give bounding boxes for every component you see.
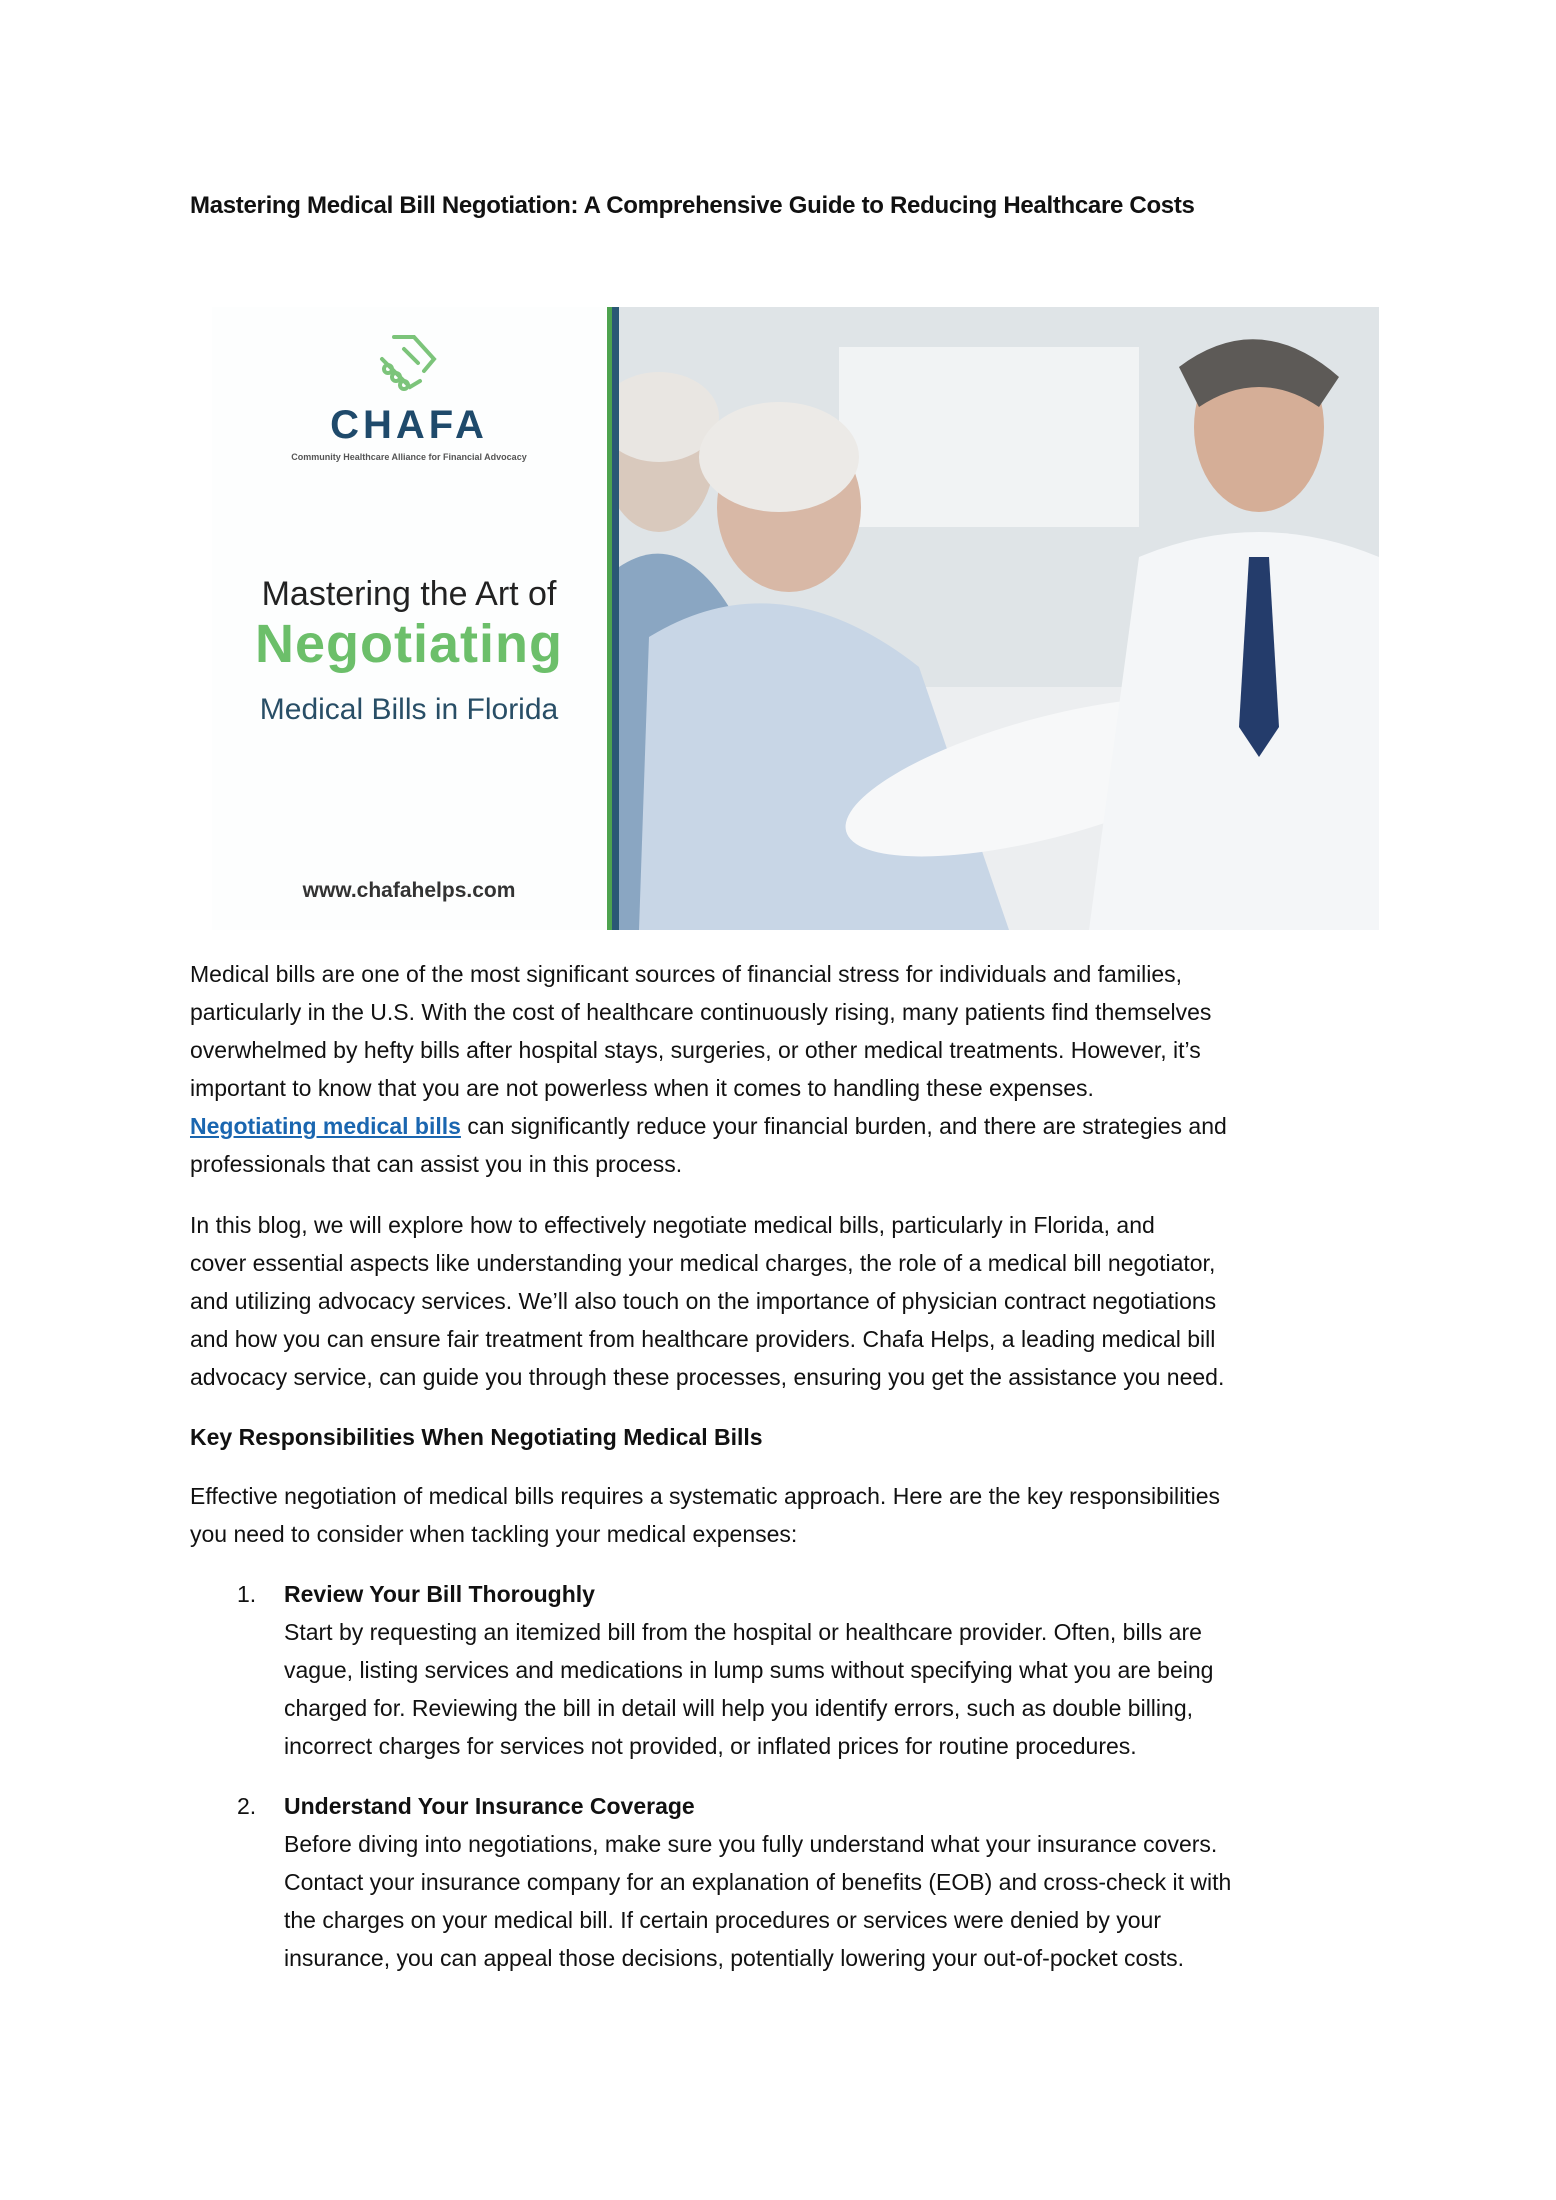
banner-line-3: Medical Bills in Florida <box>259 693 559 726</box>
banner-url: www.chafahelps.com <box>302 879 516 902</box>
text-line: Before diving into negotiations, make sure you fully understand what your insurance covers. <box>284 1831 1218 1857</box>
list-number: 2. <box>237 1793 257 1819</box>
text-line: professionals that can assist you in this process. <box>190 1151 683 1177</box>
text-line: Start by requesting an itemized bill from the hospital or healthcare provider. Often, bills are <box>284 1619 1202 1645</box>
banner-line-1: Mastering the Art of <box>261 575 557 613</box>
banner-text-panel <box>212 307 606 930</box>
text-line: particularly in the U.S. With the cost of healthcare continuously rising, many patients find themselves <box>190 999 1212 1025</box>
text-line: Effective negotiation of medical bills requires a systematic approach. Here are the key responsibilities <box>190 1483 1220 1509</box>
text-line: advocacy service, can guide you through these processes, ensuring you get the assistance you need. <box>190 1364 1225 1390</box>
intro-paragraph <box>190 955 1227 1183</box>
photo-illustration <box>619 307 1379 930</box>
text-line: charged for. Reviewing the bill in detail will help you identify errors, such as double billing, <box>284 1695 1193 1721</box>
list-item-title: Review Your Bill Thoroughly <box>284 1581 595 1607</box>
logo-subtitle: Community Healthcare Alliance for Financial Advocacy <box>291 452 527 462</box>
text-line: insurance, you can appeal those decisions, potentially lowering your out-of-pocket costs. <box>284 1945 1185 1971</box>
text-line: Contact your insurance company for an explanation of benefits (EOB) and cross-check it with <box>284 1869 1232 1895</box>
banner-image <box>212 307 1379 930</box>
banner-line-2: Negotiating <box>255 614 563 674</box>
list-number: 1. <box>237 1581 257 1607</box>
text-line: important to know that you are not powerless when it comes to handling these expenses. <box>190 1075 1094 1101</box>
negotiating-medical-bills-link[interactable]: Negotiating medical bills <box>190 1113 461 1139</box>
banner-divider-dark <box>612 307 619 930</box>
text-line: overwhelmed by hefty bills after hospital stays, surgeries, or other medical treatments. However, it’s <box>190 1037 1201 1063</box>
list-item <box>284 1575 1213 1765</box>
text-line: vague, listing services and medications in lump sums without specifying what you are being <box>284 1657 1214 1683</box>
text-line: you need to consider when tackling your medical expenses: <box>190 1521 798 1547</box>
text-line: and utilizing advocacy services. We’ll also touch on the importance of physician contract negotiations <box>190 1288 1217 1314</box>
consultation-photo <box>619 307 1379 930</box>
text-line: incorrect charges for services not provided, or inflated prices for routine procedures. <box>284 1733 1137 1759</box>
text-line: Medical bills are one of the most significant sources of financial stress for individuals and families, <box>190 961 1183 987</box>
text-fragment: can significantly reduce your financial burden, and there are strategies and <box>460 1113 1227 1139</box>
blog-overview-paragraph <box>190 1206 1224 1396</box>
list-item <box>284 1787 1231 1977</box>
text-line <box>190 1107 1227 1145</box>
handshake-icon <box>374 329 446 401</box>
section-heading: Key Responsibilities When Negotiating Medical Bills <box>190 1424 763 1450</box>
document-title: Mastering Medical Bill Negotiation: A Comprehensive Guide to Reducing Healthcare Costs <box>190 192 1195 219</box>
responsibilities-intro <box>190 1477 1220 1553</box>
text-line: and how you can ensure fair treatment from healthcare providers. Chafa Helps, a leading medical bill <box>190 1326 1216 1352</box>
logo-text: CHAFA <box>330 403 488 447</box>
text-line: the charges on your medical bill. If certain procedures or services were denied by your <box>284 1907 1161 1933</box>
text-line: cover essential aspects like understanding your medical charges, the role of a medical bill negotiator, <box>190 1250 1216 1276</box>
text-line: In this blog, we will explore how to effectively negotiate medical bills, particularly in Florida, and <box>190 1212 1155 1238</box>
list-item-title: Understand Your Insurance Coverage <box>284 1793 695 1819</box>
